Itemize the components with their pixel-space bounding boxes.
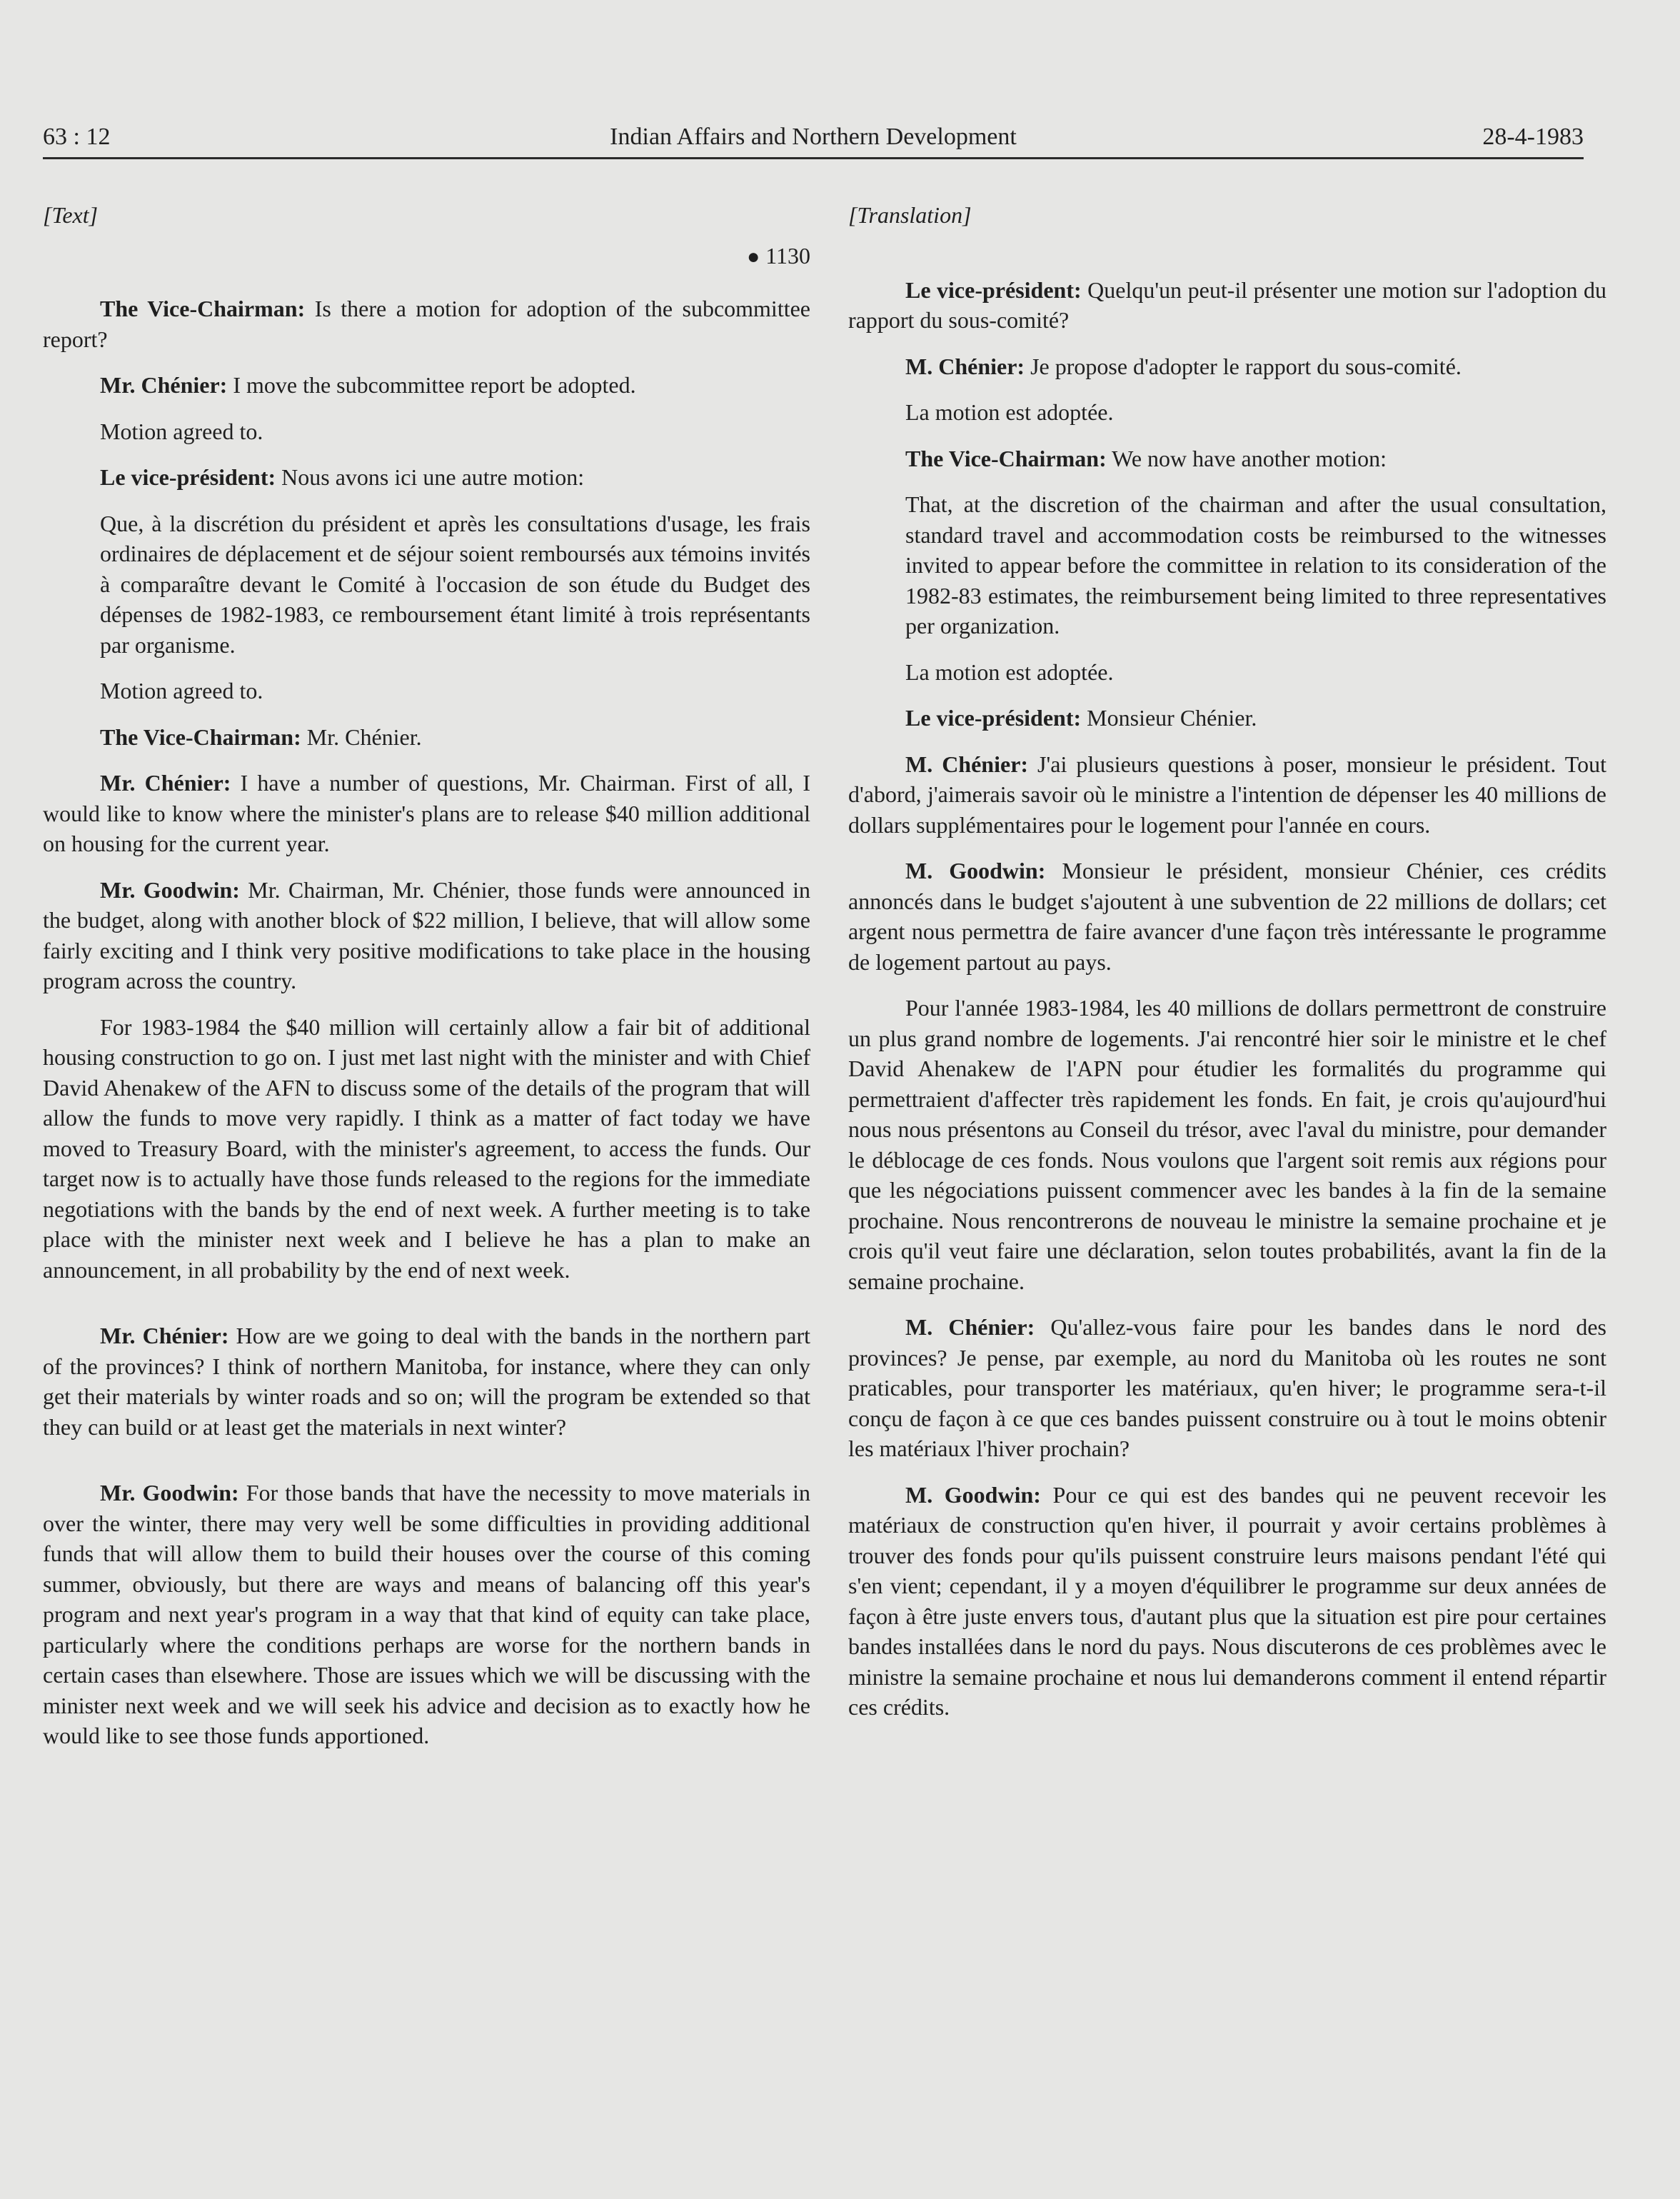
- paragraph: [848, 749, 1606, 841]
- paragraph: [43, 370, 810, 401]
- publication-title: Indian Affairs and Northern Development: [610, 124, 1017, 150]
- motion-text: That, at the discretion of the chairman and after the usual consultation, standard travel and accommodation costs be reimbursed to the witnesses invited to appear before the committee in relation to its consideration of the 1982-83 estimates, the reimbursement being limited to three representatives per organization.: [905, 491, 1606, 638]
- timestamp-value: 1130: [765, 242, 810, 269]
- speech-text: For those bands that have the necessity to move materials in over the winter, there may very well be some difficulties in providing additional funds that will allow them to build their houses over the course of this coming summer, obviously, but there are ways and means of balancing off this year's program and next year's program in a way that that kind of equity can take place, particularly where the conditions perhaps are worse for the northern bands in certain cases than elsewhere. Those are issues which we will be discussing with the minister next week and we will seek his advice and decision as to exactly how he would like to see those funds apportioned.: [43, 1480, 811, 1748]
- paragraph: Motion agreed to.: [100, 418, 263, 444]
- paragraph: [43, 875, 810, 996]
- speaker-name: M. Goodwin:: [905, 1481, 1041, 1508]
- speaker-name: Mr. Goodwin:: [100, 876, 240, 903]
- speaker-name: The Vice-Chairman:: [100, 296, 306, 321]
- speech-text: We now have another motion:: [1106, 445, 1387, 471]
- motion-text: Que, à la discrétion du président et après les consultations d'usage, les frais ordinaires de déplacement et de séjour soient remboursés aux témoins invités à comparaître devant le Comité à l'occasion de son étude du Budget des dépenses de 1982-1983, ce remboursement étant limité à trois représentants par organisme.: [100, 510, 810, 658]
- paragraph: [43, 1478, 810, 1751]
- paragraph: La motion est adoptée.: [905, 658, 1114, 685]
- speaker-name: M. Chénier:: [905, 751, 1029, 777]
- paragraph: [848, 351, 1606, 382]
- text-label: [Text]: [43, 202, 99, 228]
- speaker-name: Le vice-président:: [905, 276, 1082, 303]
- paragraph: La motion est adoptée.: [905, 399, 1114, 425]
- speaker-name: Le vice-président:: [905, 705, 1082, 731]
- speech-text: Monsieur Chénier.: [1081, 705, 1257, 731]
- speech-text: Mr. Chairman, Mr. Chénier, those funds were announced in the budget, along with another block of $22 million, I believe, that will allow some fairly exciting and I think very positive modifications to take place in the housing program across the country.: [43, 876, 811, 993]
- paragraph: Pour l'année 1983-1984, les 40 millions de dollars permettront de construire un plus grand nombre de logements. J'ai rencontré hier soir le ministre et le chef David Ahenakew de l'APN pour étudier les formalités du programme qui permettraient d'affecter très rapidement les fonds. En fait, je crois qu'aujourd'hui nous nous présentons au Conseil du trésor, avec l'aval du ministre, pour demander le déblocage de ces fonds. Nous voulons que l'argent soit remis aux régions pour que les négociations puissent commencer avec les bandes à la fin de la semaine prochaine. Nous rencontrerons de nouveau le ministre la semaine prochaine et je crois qu'il veut faire une déclaration, selon toutes probabilités, avant la fin de la semaine prochaine.: [848, 995, 1606, 1294]
- speaker-name: Mr. Chénier:: [100, 770, 231, 796]
- speech-text: J'ai plusieurs questions à poser, monsieur le président. Tout d'abord, j'aimerais savoir où le ministre a l'intention de dépenser les 40 millions de dollars supplémentaires pour le logement pour l'année en cours.: [848, 751, 1606, 838]
- speech-text: Monsieur le président, monsieur Chénier, ces crédits annoncés dans le budget s'ajoutent à une subvention de 22 millions de dollars; cet argent nous permettra de faire avancer d'une façon très intéressante le programme de logement partout au pays.: [848, 858, 1607, 975]
- speaker-name: Mr. Goodwin:: [100, 1480, 239, 1506]
- paragraph: [848, 1312, 1606, 1464]
- paragraph: [848, 444, 1606, 474]
- speech-text: I move the subcommittee report be adopted.: [227, 372, 636, 398]
- paragraph: [43, 1321, 810, 1442]
- bullet-icon: ●: [747, 244, 760, 269]
- paragraph: Motion agreed to.: [100, 678, 263, 703]
- translation-label-word: Translation: [857, 202, 963, 228]
- paragraph: [43, 462, 810, 493]
- paragraph: [43, 294, 810, 354]
- speaker-name: The Vice-Chairman:: [905, 445, 1107, 471]
- speaker-name: The Vice-Chairman:: [100, 723, 301, 750]
- speech-text: How are we going to deal with the bands in the northern part of the provinces? I think of northern Manitoba, for instance, where they can only get their materials by winter roads and so on; will the program be extended so that they can build or at least get the materials in next winter?: [43, 1323, 811, 1440]
- text-label-word: Text: [51, 202, 89, 228]
- speaker-name: Le vice-président:: [100, 464, 276, 490]
- speaker-name: M. Chénier:: [905, 1314, 1035, 1340]
- speech-text: Qu'allez-vous faire pour les bandes dans le nord des provinces? Je pense, par exemple, au nord du Manitoba où les routes ne sont praticables, pour transporter les matériaux, qu'en hiver; le programme sera-t-il conçu de façon à ce que ces bandes puissent construire ou à tout le moins obtenir les matériaux l'hiver prochain?: [848, 1314, 1607, 1461]
- issue-date: 28-4-1983: [1482, 124, 1584, 150]
- paragraph: [848, 275, 1606, 336]
- paragraph: [43, 768, 810, 859]
- speech-text: Quelqu'un peut-il présenter une motion sur l'adoption du rapport du sous-comité?: [848, 276, 1607, 333]
- page-number: 63 : 12: [43, 124, 111, 150]
- left-column: [43, 200, 810, 1767]
- speech-text: Je propose d'adopter le rapport du sous-comité.: [1025, 353, 1462, 379]
- speech-text: I have a number of questions, Mr. Chairman. First of all, I would like to know where the minister's plans are to release $40 million additional on housing for the current year.: [43, 770, 811, 856]
- speaker-name: Mr. Chénier:: [100, 1323, 229, 1348]
- speaker-name: M. Chénier:: [905, 353, 1025, 379]
- speech-text: Mr. Chénier.: [301, 723, 422, 750]
- paragraph: [43, 722, 810, 753]
- speaker-name: Mr. Chénier:: [100, 372, 228, 398]
- right-column: [848, 200, 1606, 1738]
- timestamp: [43, 241, 810, 273]
- speech-text: Nous avons ici une autre motion:: [276, 464, 585, 490]
- paragraph: [848, 1480, 1606, 1723]
- paragraph: [848, 703, 1606, 733]
- paragraph: For 1983-1984 the $40 million will certainly allow a fair bit of additional housing construction to go on. I just met last night with the minister and with Chief David Ahenakew of the AFN to discuss some of the details of the program that will allow the funds to move very rapidly. I think as a matter of fact today we have moved to Treasury Board, with the minister's agreement, to access the funds. Our target now is to actually have those funds released to the regions for the immediate negotiations with the bands by the end of next week. A further meeting is to take place with the minister next week and I believe he has a plan to make an announcement, in all probability by the end of next week.: [43, 1013, 810, 1283]
- running-header: [43, 121, 1584, 159]
- speaker-name: M. Goodwin:: [905, 858, 1046, 883]
- paragraph: [848, 856, 1606, 977]
- speech-text: Is there a motion for adoption of the subcommittee report?: [43, 296, 811, 352]
- speech-text: Pour ce qui est des bandes qui ne peuvent recevoir les matériaux de construction qu'en hiver, il pourrait y avoir certains problèmes à trouver des fonds pour qu'ils puissent construire leurs maisons pendant l'été qui s'en vient; cependant, il y a moyen d'équilibrer le programme sur deux années de façon à être juste envers tous, d'autant plus que la situation est pire pour certaines bandes installées dans le nord du pays. Nous discuterons de ces problèmes avec le ministre la semaine prochaine et nous lui demanderons comment il entend répartir ces crédits.: [848, 1481, 1607, 1720]
- translation-label: [Translation]: [848, 202, 972, 228]
